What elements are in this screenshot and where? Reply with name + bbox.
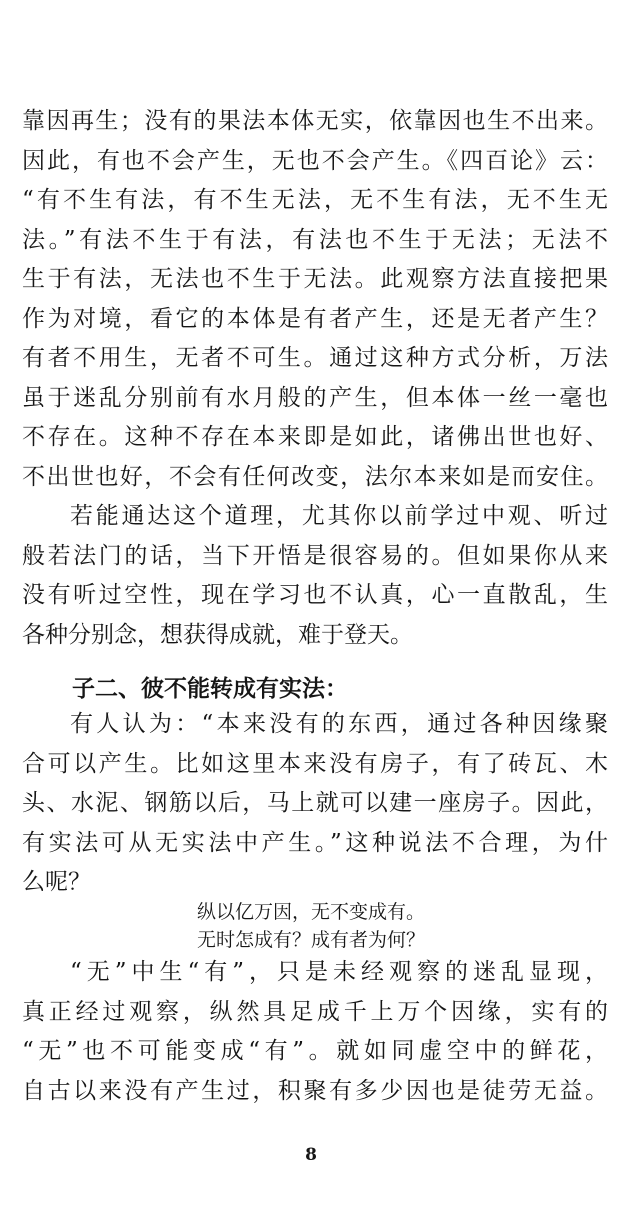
section-heading: 子二、彼不能转成有实法： [72,675,348,702]
text-line: 有者不用生，无者不可生。通过这种方式分析，万法 [22,345,608,371]
verse-line-2: 无时怎成有？成有者为何？ [196,929,425,951]
text-line: 不出世也好，不会有任何改变，法尔本来如是而安住。 [22,463,608,490]
text-line: “无”也不可能变成“有”。就如同虚空中的鲜花， [22,1038,608,1064]
text-line: 合可以产生。比如这里本来没有房子，有了砖瓦、木 [22,750,608,777]
text-line: 有实法可从无实法中产生。”这种说法不合理，为什 [22,829,608,856]
text-line: 头、水泥、钢筋以后，马上就可以建一座房子。因此， [22,790,608,816]
text-line: 不存在。这种不存在本来即是如此，诸佛出世也好、 [22,424,608,450]
text-line: 生于有法，无法也不生于无法。此观察方法直接把果 [22,266,608,292]
text-line: 自古以来没有产生过，积聚有多少因也是徒劳无益。 [22,1077,608,1104]
text-line: 般若法门的话，当下开悟是很容易的。但如果你从来 [22,542,608,569]
text-line: 因此，有也不会产生，无也不会产生。《四百论》云： [22,147,608,174]
paragraph-3 [22,705,608,903]
paragraph-2 [22,497,608,655]
page-number: 8 [305,1145,317,1165]
text-line: 靠因再生；没有的果法本体无实，依靠因也生不出来。 [22,108,608,134]
paragraph-4 [22,953,608,1111]
text-line: 真正经过观察，纵然具足成千上万个因缘，实有的 [22,998,608,1025]
text-line: 法。”有法不生于有法，有法也不生于无法；无法不 [22,226,608,253]
text-line: “有不生有法，有不生无法，无不生有法，无不生无 [22,187,608,213]
text-line: “无”中生“有”，只是未经观察的迷乱显现， [70,959,608,985]
text-line: 没有听过空性，现在学习也不认真，心一直散乱，生 [22,582,608,608]
verse-line-1: 纵以亿万因，无不变成有。 [196,901,425,923]
text-line: 有人认为：“本来没有的东西，通过各种因缘聚 [70,711,608,737]
text-line: 若能通达这个道理，尤其你以前学过中观、听过 [70,503,608,529]
text-line: 作为对境，看它的本体是有者产生，还是无者产生？ [22,305,608,332]
paragraph-1 [22,102,608,497]
text-line: 虽于迷乱分别前有水月般的产生，但本体一丝一毫也 [22,384,608,411]
text-line: 各种分别念，想获得成就，难于登天。 [22,621,413,648]
text-line: 么呢？ [22,869,91,895]
